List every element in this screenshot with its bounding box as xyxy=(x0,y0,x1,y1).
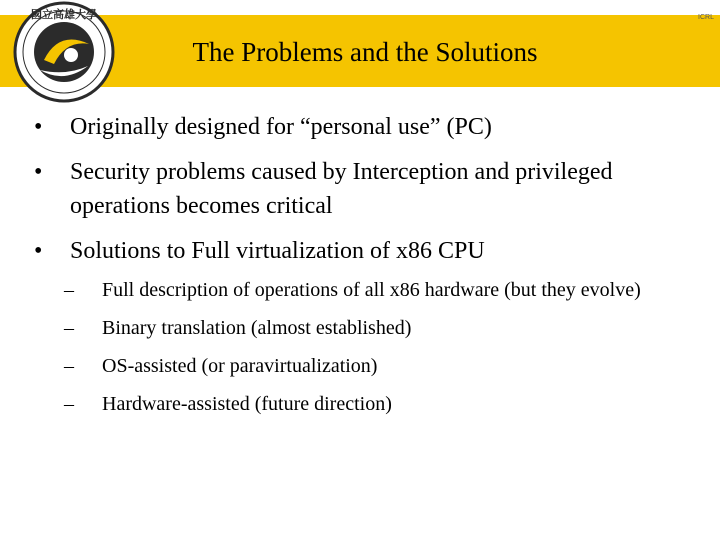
slide-body xyxy=(34,110,694,427)
bullet-text: Solutions to Full virtualization of x86 CPU xyxy=(70,238,485,264)
university-logo xyxy=(4,0,120,106)
dash-icon: – xyxy=(64,355,74,377)
corner-tag: ICRL xyxy=(698,14,714,21)
dash-icon: – xyxy=(64,279,74,301)
bullet-icon: • xyxy=(34,114,43,140)
dash-icon: – xyxy=(64,393,74,415)
bullet-icon: • xyxy=(34,159,43,185)
sub-bullet-item xyxy=(34,351,694,381)
bullet-item xyxy=(34,234,694,268)
dash-icon: – xyxy=(64,317,74,339)
bullet-item xyxy=(34,110,694,144)
bullet-text: Originally designed for “personal use” (PC) xyxy=(70,114,492,140)
slide-title: The Problems and the Solutions xyxy=(192,37,538,67)
sub-bullet-text: Binary translation (almost established) xyxy=(102,317,412,339)
svg-text:國立高雄大學: 國立高雄大學 xyxy=(31,8,97,21)
bullet-item xyxy=(34,155,694,223)
sub-bullet-text: OS-assisted (or paravirtualization) xyxy=(102,355,378,377)
sub-bullet-item xyxy=(34,313,694,343)
sub-bullet-text: Hardware-assisted (future direction) xyxy=(102,393,392,415)
bullet-icon: • xyxy=(34,238,43,264)
sub-bullet-item xyxy=(34,389,694,419)
sub-bullet-item xyxy=(34,275,694,305)
bullet-text: Security problems caused by Interception and privileged operations becomes critical xyxy=(70,159,613,219)
sub-bullet-text: Full description of operations of all x86 hardware (but they evolve) xyxy=(102,279,641,301)
